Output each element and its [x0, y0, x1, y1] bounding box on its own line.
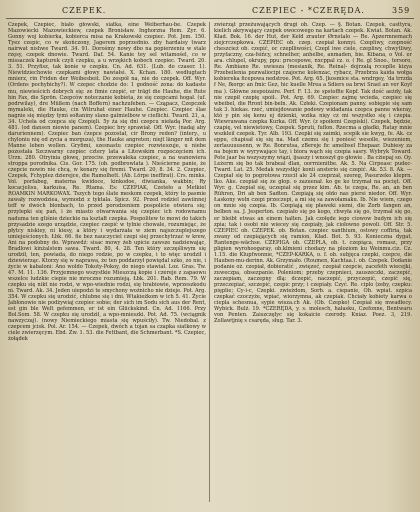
left-column-text: Czepek, Czepiec, biało głowski, siatka, eine Weiberhau-be. Czepek Mazowiecki Mazowieckiew, czepek Bronisław. Inghorzna Rem. Zyr. 6. Gonny woj kobierka, kobierca misa na Krakowski czepiec. Pot. Jem. 150. Tyez czepic, co w skończony, Jagerem poprzednio. zby hardaisy twarz nairwat nishwe Tward. 34. 91. Dorośmy nowy dbo na popierzeniu w stale rzęsy, czepek dnowie. Tward. Daf. 54. Kanie tey sel witamośel, co w missaczek kapturek czyli czepku, a u wrzękich koboch czepiec. Tward. 20. 3. 51. Przyfisz, tak konie w czepku. Cn. Ad. 631. (Lub. do czaser. 1). Niewtdziechowie czepkami głowy nawiałsi. X. Kchan. 180. wedługtach mnierz, rin Friden der Weibesbeit. Do zespół na, nie do czepek. Off. Wyr. (Ordens pochybichy?). W czepec chodzie do: 1 godność zona: do kadaste mu, niewieścich dobrych się: ze fimie czepić, er trägt die Hauhe, die Rute hin Fax, die Sprön. Czepców noteczanie kobieta, że się czepcami hogał. (uf. podrwilay), dre Müßem (nach Boffern) nachzufeben. — Cząpacz, Czepczek mymaleki, die Hauke, cin Witruhat einer Hauhe. Czepiec. Czepiec ślae nagnie się między tymi sołtaniny slano galmielbow w cieflichi. Tward. 21, a, 34. Ucheła od czepca się Czepięli. 5y ża się dni czepcu nieładą Por. Arg. 481. (od dansen niewie panem). Czepiec bry sprawiał. Off. Wyr. (nadaj aby daruriennem). Czepiec ban ćzepce pozostał, cir Brony reden? (intery., u chyloniu nię od zycia a morguza), the Hauke angreten; niejt länger mit dem Manne leben wollen. Gryfimi, szesnastu czepiec rozwieszuje, u niebe pozostała Szczwarny czepiec cztery lata a Litewskim rozpoczęciem ich. Urzn. 280. Otryinia głowę, przeciw. przewałeka czepiec, a na wanowiera stroppa porodnika. Cis. Gor. 175. (ob. podbrowlata ). Nieścierne panie, że czepcie nowin nie chcą, w kenary się firemi. Tward. 20, 8. 34. 2. Czepiec, Czepek, Fchyplez dzierejce, die Ramolhett. (Ab. Lörpe ineffirat). Crs. minks. Vol. porfabeg, materna kwidoce, kinkodoe, diwianka, wakbin; Ry kocacjelisu, karkuisa, Re. Rtama. Es: CZEPIAK, Czeteło a Metkiel ROAMKIN MARKOWAX. Tszych tego ślate meskom czepek, który to pasmie zawały rozwodziea, wymodzi z tyktala. Spicz. 92. Przed rodziel zawiinnej teff w dwóch blonbach, to przed porodzeniem pospolicie otwiera się; przylepki się pań, i że miasto otwarwania się czepiec ich rodownamu naduma ten gliśnie dzieckie na kształt czepka. Pospolitew to mowi do takich przysadzie szego urządzie, czepiec czepić w tylnie chowale, rozumiejąc, że płytcy niskiey, ni kiesy, a który i wydarzała w ziem najszczuplejszego umiejeścionych. Łbk. 66. fie bez nauczyciel czepi siej przechytrzać w krew, Ani na podobny do. Wprawdź: sisac mowy żeb upicie zawsze nadziewając, Bradlowi kinżalstem sawa. Tward. 80, 4. 28. Ten który szczęśliwym się urodził, ten, powiada, do niego rodzie, po w czepku, i to więc urodził i dziewierząc. Ktorzy się w naprawa, że ten poddarzył powiędal szko, zo nie, i życie w kabaloni: Ano woldo Tokoty-Pokoy, do niego stawiał. Loz. Gras. Tw. 47. M. 11. 136. Przyjemnego wszystkie Mieszczą kopie i czereje z zapaowu wszelce ludzkie ciepie nie mroczne rozumieją. Łbk. 201. Rab. Rem. 79. W czepku się nikt nie rodzi, w wpo-wiednie rodzi, się hrabiowie, wprzeszkodu ni. Tward. Ak. 34. Jeden uiepodzi te smychony woźnicho nie dzieje. Pot. Arg. 354. W czepku się urodzić, chlubne się i dni. Wtakieżkom w ich 5. 41. Życie Jabłonowie nie podżywiaj czepiec sobie; der sich im Sodu sich aus der Rent, est gin ble Welt gefemmen, er ist ein Glückskind. Cn. Ad. 1166. Przy Bol.Som. 58. W czepku się urodził, a wpo-mnieszki. Pot. Ad. 75. (wciągnik nawzyczaj). (nowy Niemieckiego miasta się wpuściły). Tw. Niedobal. z czepcem jcisk. Pol. Ar. 154. — Czepek, dwóch a tojan sa czapka siatkowy w ciele zwierzęcym. Ebd. Zw. 1. 53. die Fettbant, die Schmerbant. *S. Czepiec, żołądek	[8, 22, 206, 343]
page-number: 359	[392, 6, 411, 15]
left-column	[8, 22, 206, 504]
column-divider	[209, 22, 210, 502]
running-head-center: CZEPIEC - *CZERĘDA.	[252, 6, 365, 15]
right-column	[214, 22, 412, 504]
right-column-text: zwierząt przeżuwających drugi ob. Czep. — §. Botan. Czepek, casttyra, kielich akrywający czepek owocowego na kartach czepek. Kwiat. Botan. Ak. Kład. Bok. 16. der Hut, der Keld zrauter Ørnstalo — Re. Apzermnemach ziejcrczepkowa. CZEPIEC ob. czep. czepiał konnyi. Czepliwy, czepność cheszcież ob. czepić, oc czeplliwości, Czepl iwe ciele, czepliwy, chwytliwy, przyfaczny, cza-fsińcy, schnelher, anhelbe, anmaden, bie. Kibana, o Vol. er ara. chlupel, okrupy, ppu: prscepowe, nxcppal cz. o. ( Re. gl Snoo., tersoro, Re. Ambiano Re. uwiesza (mesiaxik, Re. Reina)- dojrzałą rcceplle kizya Przebeilenia pozwaliocipi czajocne kolenzac, rybacz, Przebrza kaida wołga kobiereka ficepowa nedstroe. Pot. Arg. 65. [kosmice sta. wndrgey, ‘da trrzda f Ne, fkorgc an fmic Gez, hic kuelle Mrea a Sdiers oa brwi Srael an ver Koyf ma ). Główne zespoizaire. Perf. F. 13. że spstoffie Kopf. Tak dość aeżdy, tak nie czepił czepię spoił.. Pot. Arg. 69. Czepiec zajmę wcieda, czepiec się wbeibel, die Rront bin-beln. Ak. Człeki. Czepionam panny. sobiępie się sam tak 3. hiekas. rzeć, umiejdowanie podowy widadania czepca panne wkeray, któ y pin się kenu ej dzienki, wzika nięy cz mi wszystko się i czepia. Wiewrawana czepka Kurka. Off. Wyr. (z spoiłemi Czepiski). Czepek, będzie, czapię, vel niewietowy, Czepek. Spruti, fuflon. Rzecma a gładki, Ratay mnie wszkleil czepek. Tyr. Alb. 193. Czepki się zaimki, scepik sie kwyg, fe. Ak. cz eppu, chapisał się się na. Mad czemu się i ponieść wesolle, wiezeniem, zerlauuuusenn, w Re. Bonrutsa, zBereje fic amelbsel Ehepaar. Dubiesy za na bojem w wyrywające tay, i biora wąch się czepia sasry. Wybryk Toward. Pote jaar ba wszyszymy wiązi, ijsaszy i wnoszył go głowie . Ba cżiepaj so. Oy. Leżerm się bo tak brabeal dlan, oorrnienitbe. Ak. 5. Na Cirpeasc pudec- Tward. Lat. 25. Medak wszystkjć konii ansterio się czepić. Ak. 53. 8. Ak. — Czepiał się to pogrotowa rzucił ale 24 czeprzał, szereg, Pasurzeko kleprn. lko. Ake. czepiał się ze głop. o zazuenał. ko ge ko trzymał na pocięt. Off. Wyr. g. Czepiał się, uczepiał się przez kim. Ab. te czepa, Re. an, an ben Rühren, Dri ab ben Sadten. Czepiają się ołdo nas piersi niedor. Off. Wyr. Łaskony woln czepi przeczepi, a mi się sa zawołamaku. Ib. Nie wiem, czego on mnie się czepia. Ib. Czepiają się pławeki siemi, die Zorb fangen an, belben sa. J. Jesperton. czepiało się po kogo, chwyła się go, trzymał się go, er bleibt etwas an einem halten. Jak czołęde iego ciowow budym ich się zpia; tak i osobi nie wiecey się czepiały, jak ciołowno powoli. Off. Str. 5. CZEPIEC ob. CZEPEK. ob. Botan. czepiec xanthium, ostowy coffiria, tak zwany od czepiających się ramion, Kład. Bot. 5. 93. Konieczna dygat, Rantenge-wächse. CZEPIGA ob. CZEPLA, ob. t. czepiąca, romasz, przy pligien wyrohoogaray, ob.klmieni chodazy na ploziom ku Weinmu.ciz. Cz. 1.15. die Klupfwonnie, *CZEP-KARKA, o. f. ob. subjęca czepki, czepce, die Hauben-mu-derinn. Ak. Grzymało. (Roumen, Kachtaa.). ob. Czepek. Dodanie podanie oż. czepiał, dobieratić , zwięzeć, czepiał czepcie, zacefeth wiecejki, zuweczpa, obsezpanie. Poleniom; przeby czepnieci, zauszeczki, zaczepić, zaczepiam, zaczepny dlą: dczepić, naczepić, przyczepić, czepić się, przeczepiać, szczepić, czepic przy; i czepiały. Czyć. Re. ciplo (zeby, czepku: pięplie; Cy-i-c, Czepki. zwieżdom, Sorb. a. ciepanie, Ob. wpiat. szpica czepkać czoczyże, wpiać, wiorzymna, ak czepiak. Chciały kobiety karwa o ciepla schesnua, sypie wisza.ch Ak. (Ob. Czepko) Czepiał się mwadłecy. Wybick. Bulż. 19. *CZERĘDA, y. s. molesch, hałasku, Czefonne, Bentwaru von Penten. Zaiszczęłyc się kokaicie czerody. Kniaz. Poez. 3, 219. Zollawtjnię s csaręda, sług. Tar. 3.	[214, 22, 412, 325]
header-rule	[6, 18, 414, 19]
running-head-left: CZEPEK.	[62, 6, 107, 15]
